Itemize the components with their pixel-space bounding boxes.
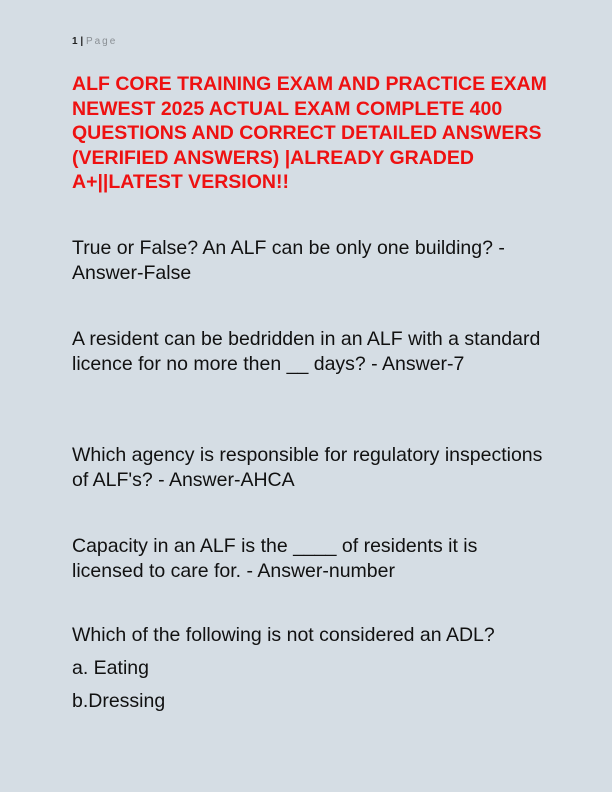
page-header	[72, 36, 117, 48]
qa-item: Which agency is responsible for regulatory inspections of ALF's? - Answer-AHCA	[72, 444, 543, 491]
answer-option: b.Dressing	[72, 690, 166, 712]
qa-item: A resident can be bedridden in an ALF with a standard licence for no more then __ days? - Answer-7	[72, 328, 541, 375]
qa-item: Which of the following is not considered an ADL?	[72, 624, 495, 646]
page-separator: |	[80, 36, 84, 47]
page-label: Page	[85, 36, 118, 47]
page-number: 1	[72, 36, 78, 47]
document-title: ALF CORE TRAINING EXAM AND PRACTICE EXAM NEWEST 2025 ACTUAL EXAM COMPLETE 400 QUESTIONS AND CORRECT DETAILED ANSWERS (VERIFIED ANSWERS) |ALREADY GRADED A+||LATEST VERSION!!	[72, 73, 547, 193]
qa-item: Capacity in an ALF is the ____ of residents it is licensed to care for. - Answer-number	[72, 535, 478, 582]
answer-option: a. Eating	[72, 657, 149, 679]
qa-item: True or False? An ALF can be only one building? - Answer-False	[72, 237, 505, 284]
